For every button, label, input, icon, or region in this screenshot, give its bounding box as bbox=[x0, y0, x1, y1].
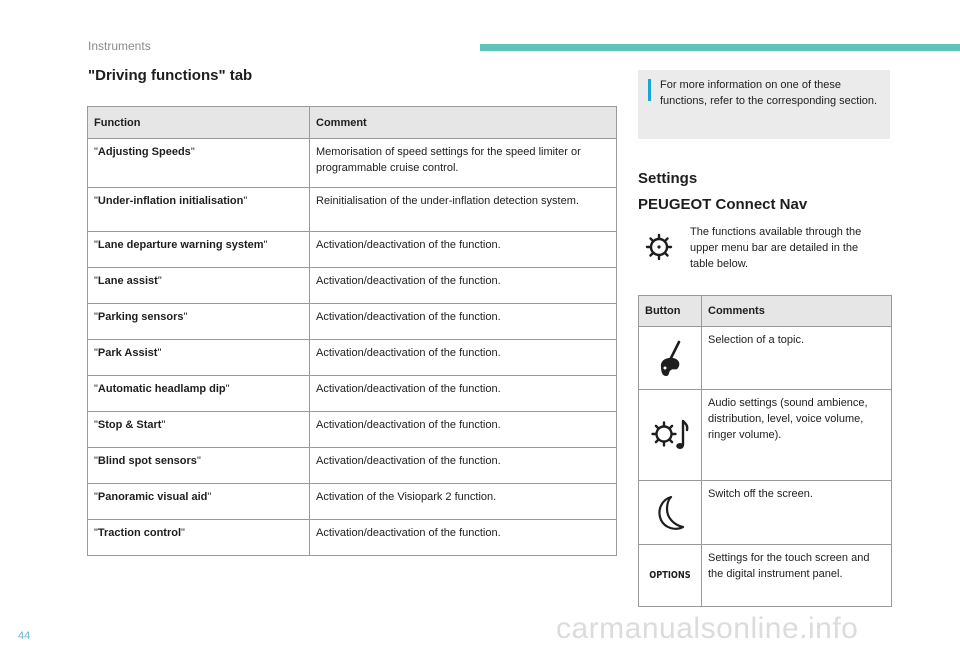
connect-nav-heading: PEUGEOT Connect Nav bbox=[638, 196, 808, 213]
table-row bbox=[639, 545, 892, 607]
comment-cell: Activation/deactivation of the function. bbox=[310, 304, 617, 340]
comment-cell: Memorisation of speed settings for the speed limiter or programmable cruise control. bbox=[310, 139, 617, 188]
function-cell: "Lane assist" bbox=[88, 268, 310, 304]
info-accent-bar bbox=[648, 79, 651, 101]
comment-cell: Switch off the screen. bbox=[702, 481, 892, 545]
watermark: carmanualsonline.info bbox=[556, 612, 859, 645]
comment-cell: Audio settings (sound ambience, distribution, level, voice volume, ringer volume). bbox=[702, 390, 892, 481]
gear-music-note-icon bbox=[650, 417, 690, 453]
button-cell bbox=[639, 545, 702, 607]
page-number: 44 bbox=[18, 630, 31, 642]
button-cell bbox=[639, 390, 702, 481]
table-row bbox=[639, 390, 892, 481]
comment-cell: Activation/deactivation of the function. bbox=[310, 376, 617, 412]
info-note-text: For more information on one of these functions, refer to the corresponding section. bbox=[660, 79, 878, 107]
function-cell: "Lane departure warning system" bbox=[88, 232, 310, 268]
settings-intro-text: The functions available through the upper menu bar are detailed in the table below. bbox=[690, 226, 862, 270]
function-cell: "Stop & Start" bbox=[88, 412, 310, 448]
function-cell: "Park Assist" bbox=[88, 340, 310, 376]
gear-icon bbox=[645, 233, 673, 261]
header-accent-bar bbox=[480, 44, 960, 51]
function-cell: "Panoramic visual aid" bbox=[88, 484, 310, 520]
chapter-label: Instruments bbox=[88, 39, 151, 53]
table-row bbox=[88, 412, 617, 448]
function-cell: "Automatic headlamp dip" bbox=[88, 376, 310, 412]
column-header-button: Button bbox=[639, 296, 702, 327]
table-row bbox=[88, 484, 617, 520]
function-name: Blind spot sensors bbox=[97, 455, 197, 467]
table-row bbox=[88, 520, 617, 556]
function-name: Parking sensors bbox=[97, 311, 184, 323]
function-name: Lane assist bbox=[97, 275, 158, 287]
comment-cell: Settings for the touch screen and the digital instrument panel. bbox=[702, 545, 892, 607]
table-row bbox=[88, 268, 617, 304]
function-name: Under-inflation initialisation bbox=[97, 195, 244, 207]
info-note bbox=[638, 70, 890, 139]
button-cell bbox=[639, 481, 702, 545]
function-cell: "Under-inflation initialisation" bbox=[88, 188, 310, 232]
function-cell: "Adjusting Speeds" bbox=[88, 139, 310, 188]
moon-icon bbox=[653, 494, 687, 532]
table-header-row bbox=[88, 107, 617, 139]
function-name: Lane departure warning system bbox=[97, 239, 264, 251]
comment-cell: Activation/deactivation of the function. bbox=[310, 520, 617, 556]
table-header-row bbox=[639, 296, 892, 327]
table-row bbox=[88, 340, 617, 376]
function-name: Park Assist bbox=[97, 347, 158, 359]
function-cell: "Parking sensors" bbox=[88, 304, 310, 340]
table-row bbox=[88, 376, 617, 412]
column-header-function: Function bbox=[88, 107, 310, 139]
comment-cell: Activation/deactivation of the function. bbox=[310, 448, 617, 484]
settings-heading: Settings bbox=[638, 170, 698, 187]
comment-cell: Activation of the Visiopark 2 function. bbox=[310, 484, 617, 520]
section-title: "Driving functions" tab bbox=[88, 67, 253, 84]
comment-cell: Activation/deactivation of the function. bbox=[310, 340, 617, 376]
column-header-comments: Comments bbox=[702, 296, 892, 327]
driving-functions-table bbox=[87, 106, 617, 556]
comment-cell: Selection of a topic. bbox=[702, 327, 892, 390]
table-row bbox=[88, 304, 617, 340]
options-label-icon: OPTIONS bbox=[649, 569, 691, 581]
comment-cell: Activation/deactivation of the function. bbox=[310, 232, 617, 268]
function-name: Automatic headlamp dip bbox=[97, 383, 226, 395]
table-row bbox=[88, 188, 617, 232]
button-cell bbox=[639, 327, 702, 390]
function-name: Traction control bbox=[97, 527, 182, 539]
comment-cell: Activation/deactivation of the function. bbox=[310, 412, 617, 448]
function-name: Adjusting Speeds bbox=[97, 146, 191, 158]
table-row bbox=[88, 232, 617, 268]
palette-brush-icon bbox=[656, 338, 684, 378]
table-row bbox=[88, 448, 617, 484]
table-row bbox=[639, 327, 892, 390]
function-cell: "Blind spot sensors" bbox=[88, 448, 310, 484]
function-name: Stop & Start bbox=[97, 419, 162, 431]
settings-buttons-table bbox=[638, 295, 892, 607]
function-cell: "Traction control" bbox=[88, 520, 310, 556]
comment-cell: Reinitialisation of the under-inflation detection system. bbox=[310, 188, 617, 232]
column-header-comment: Comment bbox=[310, 107, 617, 139]
table-row bbox=[639, 481, 892, 545]
function-name: Panoramic visual aid bbox=[97, 491, 208, 503]
comment-cell: Activation/deactivation of the function. bbox=[310, 268, 617, 304]
table-row bbox=[88, 139, 617, 188]
